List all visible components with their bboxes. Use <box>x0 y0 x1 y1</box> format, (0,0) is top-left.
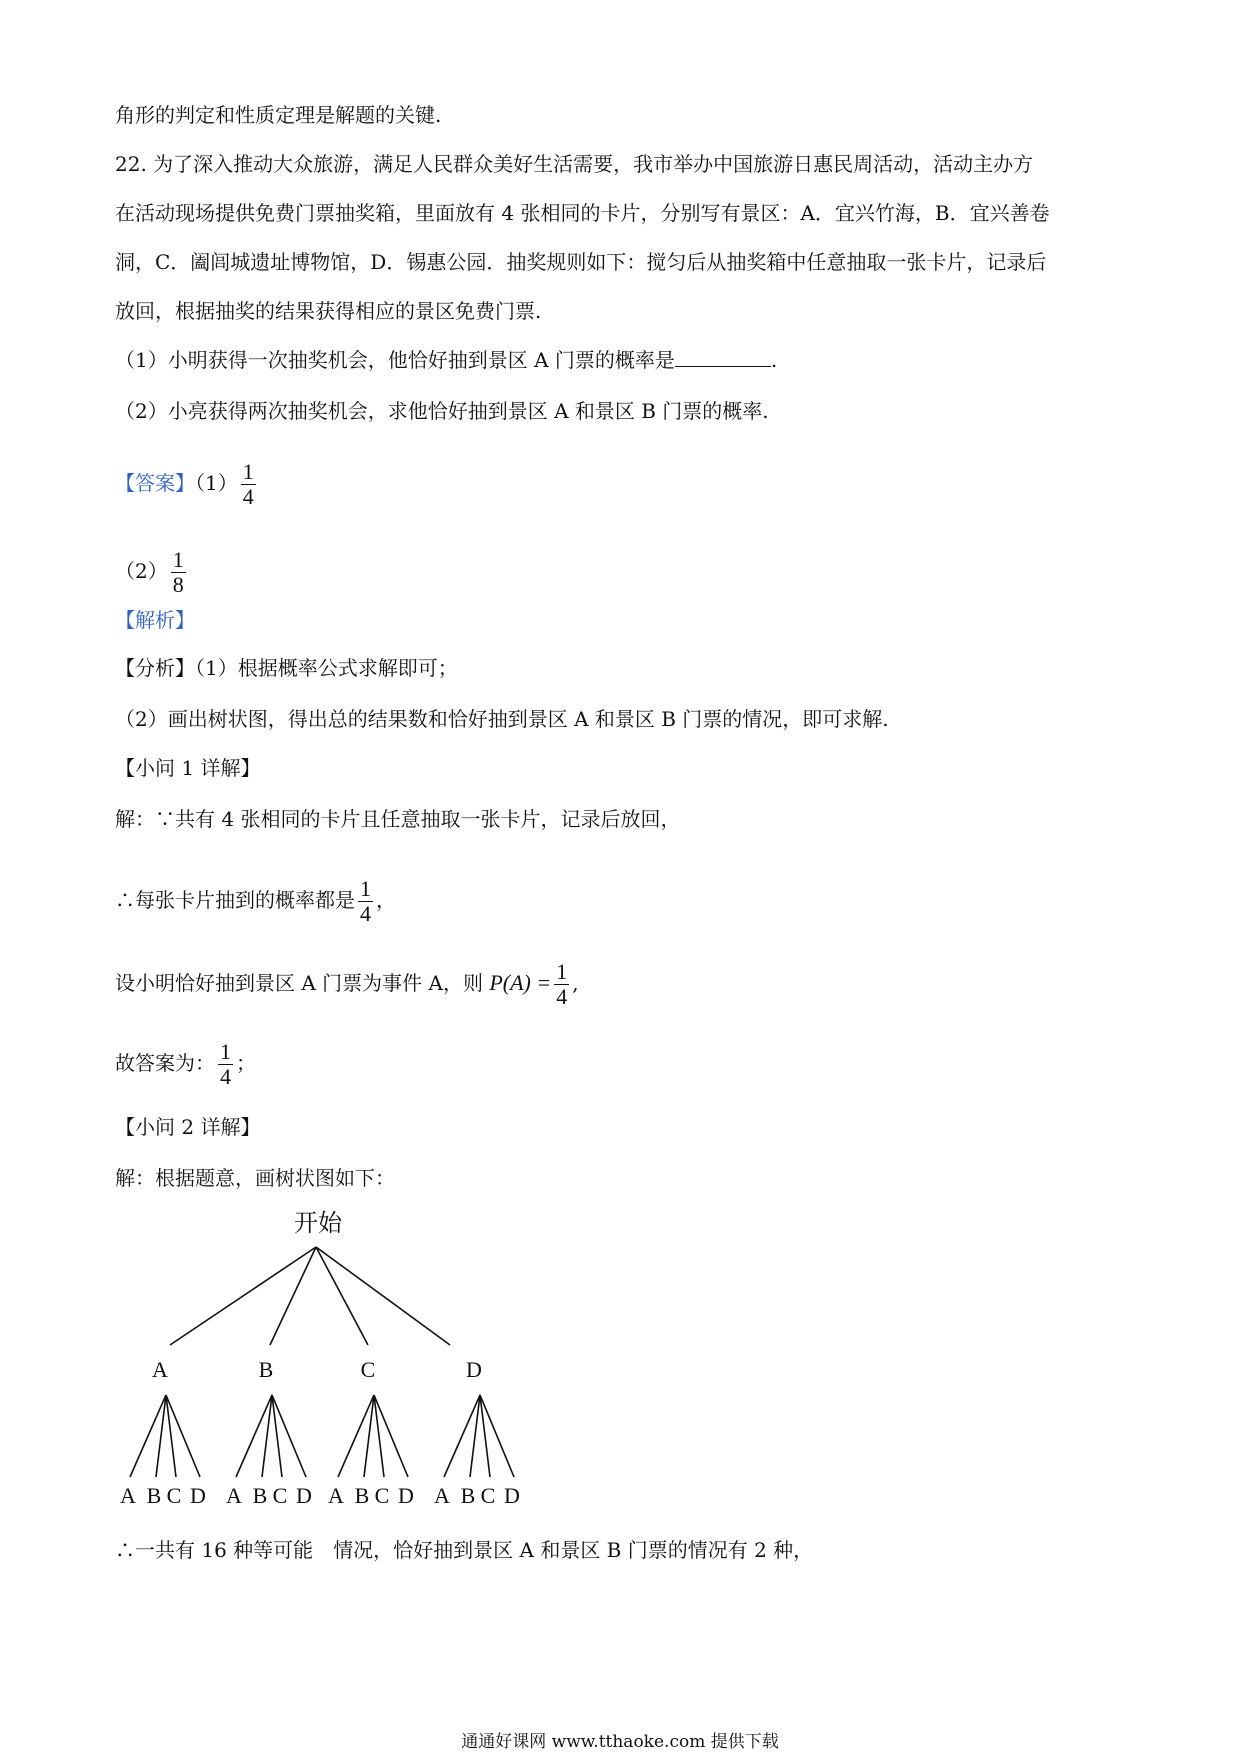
tree-leaf-label-d-a: A <box>434 1483 450 1505</box>
solution-line-3 <box>115 960 579 1009</box>
tree-leaf-label-a-b: B <box>146 1483 162 1505</box>
solution-line-4 <box>115 1040 256 1089</box>
subquestion-1-heading: 【小问 1 详解】 <box>115 756 261 780</box>
analysis-label: 【解析】 <box>115 608 195 632</box>
analysis-summary-label: 【分析】 <box>115 656 195 680</box>
tree-diagram <box>100 1205 560 1505</box>
answer-1-prefix: （1） <box>195 471 238 495</box>
tree-level1-label-c: C <box>360 1357 376 1382</box>
analysis-2: （2）画出树状图，得出总的结果数和恰好抽到景区 A 和景区 B 门票的情况，即可求解. <box>115 707 889 731</box>
fraction-one-quarter <box>554 960 569 1009</box>
solution-line-4-end: ； <box>236 1051 256 1075</box>
fraction-one-eighth <box>171 548 186 597</box>
answer-blank <box>675 346 771 367</box>
fraction-numerator: 1 <box>556 959 568 984</box>
question-part-2: （2）小亮获得两次抽奖机会，求他恰好抽到景区 A 和景区 B 门票的概率. <box>115 399 769 423</box>
tree-level1-label-d: D <box>466 1357 482 1382</box>
answer-2-prefix: （2） <box>115 559 168 583</box>
fraction-one-quarter <box>241 460 256 509</box>
solution-line-3-text: 设小明恰好抽到景区 A 门票为事件 A，则 <box>115 971 483 995</box>
fraction-denominator: 4 <box>220 1064 231 1089</box>
tree-leaf-label-c-b: B <box>354 1483 370 1505</box>
fraction-denominator: 4 <box>556 984 568 1009</box>
question-22-line-4: 放回，根据抽奖的结果获得相应的景区免费门票. <box>115 299 542 323</box>
tree-branch-line <box>170 1247 316 1345</box>
fraction-numerator: 1 <box>242 459 254 484</box>
fraction-denominator: 8 <box>172 572 184 597</box>
tree-leaf-label-d-b: B <box>460 1483 476 1505</box>
tree-root-label: 开始 <box>294 1209 342 1237</box>
tree-leaf-label-c-d: D <box>398 1483 414 1505</box>
conclusion-line: ∴一共有 16 种等可能 情况，恰好抽到景区 A 和景区 B 门票的情况有 2 种， <box>115 1538 814 1562</box>
tree-leaf-label-d-c: C <box>480 1483 496 1505</box>
question-22-line-1: 22. 为了深入推动大众旅游，满足人民群众美好生活需要，我市举办中国旅游日惠民周活动，活动主办方 <box>115 152 1034 176</box>
tree-leaf-label-d-d: D <box>504 1483 520 1505</box>
probability-expression: P(A) = <box>489 970 552 995</box>
tree-leaf-label-a-a: A <box>120 1483 136 1505</box>
tree-leaf-label-b-a: A <box>226 1483 242 1505</box>
tree-leaf-label-c-c: C <box>374 1483 390 1505</box>
solution-line-5: 解：根据题意，画树状图如下： <box>115 1166 395 1190</box>
question-part-1-end: . <box>770 348 778 372</box>
fraction-numerator: 1 <box>220 1039 231 1064</box>
fraction-one-quarter <box>218 1040 233 1089</box>
question-part-1 <box>115 346 777 374</box>
answer-2 <box>115 548 189 597</box>
tree-leaf-label-c-a: A <box>328 1483 344 1505</box>
fraction-numerator: 1 <box>360 876 371 901</box>
tree-level1-label-b: B <box>258 1357 274 1382</box>
fraction-denominator: 4 <box>242 484 254 509</box>
answer-1 <box>115 460 259 509</box>
answer-label: 【答案】 <box>115 471 195 495</box>
tree-leaf-label-a-c: C <box>166 1483 182 1505</box>
footer: 通通好课网 www.tthaoke.com 提供下载 <box>461 1732 779 1752</box>
analysis-1 <box>115 654 458 682</box>
fraction-one-quarter <box>358 877 373 926</box>
solution-line-2-end: ， <box>376 888 396 912</box>
solution-line-4-text: 故答案为： <box>115 1051 215 1075</box>
fraction-numerator: 1 <box>172 547 184 572</box>
tree-level1-label-a: A <box>152 1357 168 1382</box>
tree-leaf-label-b-d: D <box>296 1483 312 1505</box>
tree-branch-line <box>316 1247 450 1345</box>
tree-branch-line <box>316 1247 368 1345</box>
question-part-1-text: （1）小明获得一次抽奖机会，他恰好抽到景区 A 门票的概率是 <box>115 348 675 372</box>
question-22-line-2: 在活动现场提供免费门票抽奖箱，里面放有 4 张相同的卡片，分别写有景区：A．宜兴竹海，B．宜兴善卷 <box>115 201 1050 225</box>
solution-line-3-end: , <box>572 971 579 995</box>
subquestion-2-heading: 【小问 2 详解】 <box>115 1115 261 1139</box>
fraction-denominator: 4 <box>360 901 371 926</box>
solution-line-1: 解：∵共有 4 张相同的卡片且任意抽取一张卡片，记录后放回， <box>115 807 681 831</box>
analysis-1-text: （1）根据概率公式求解即可； <box>195 656 458 680</box>
tree-leaf-label-a-d: D <box>190 1483 206 1505</box>
tree-leaf-label-b-c: C <box>272 1483 288 1505</box>
text-line: 角形的判定和性质定理是解题的关键. <box>115 103 442 127</box>
solution-line-2 <box>115 877 396 926</box>
solution-line-2-text: ∴每张卡片抽到的概率都是 <box>115 888 355 912</box>
question-22-line-3: 洞，C．阖闾城遗址博物馆，D．锡惠公园．抽奖规则如下：搅匀后从抽奖箱中任意抽取一张卡片，记录后 <box>115 250 1047 274</box>
tree-leaf-label-b-b: B <box>252 1483 268 1505</box>
